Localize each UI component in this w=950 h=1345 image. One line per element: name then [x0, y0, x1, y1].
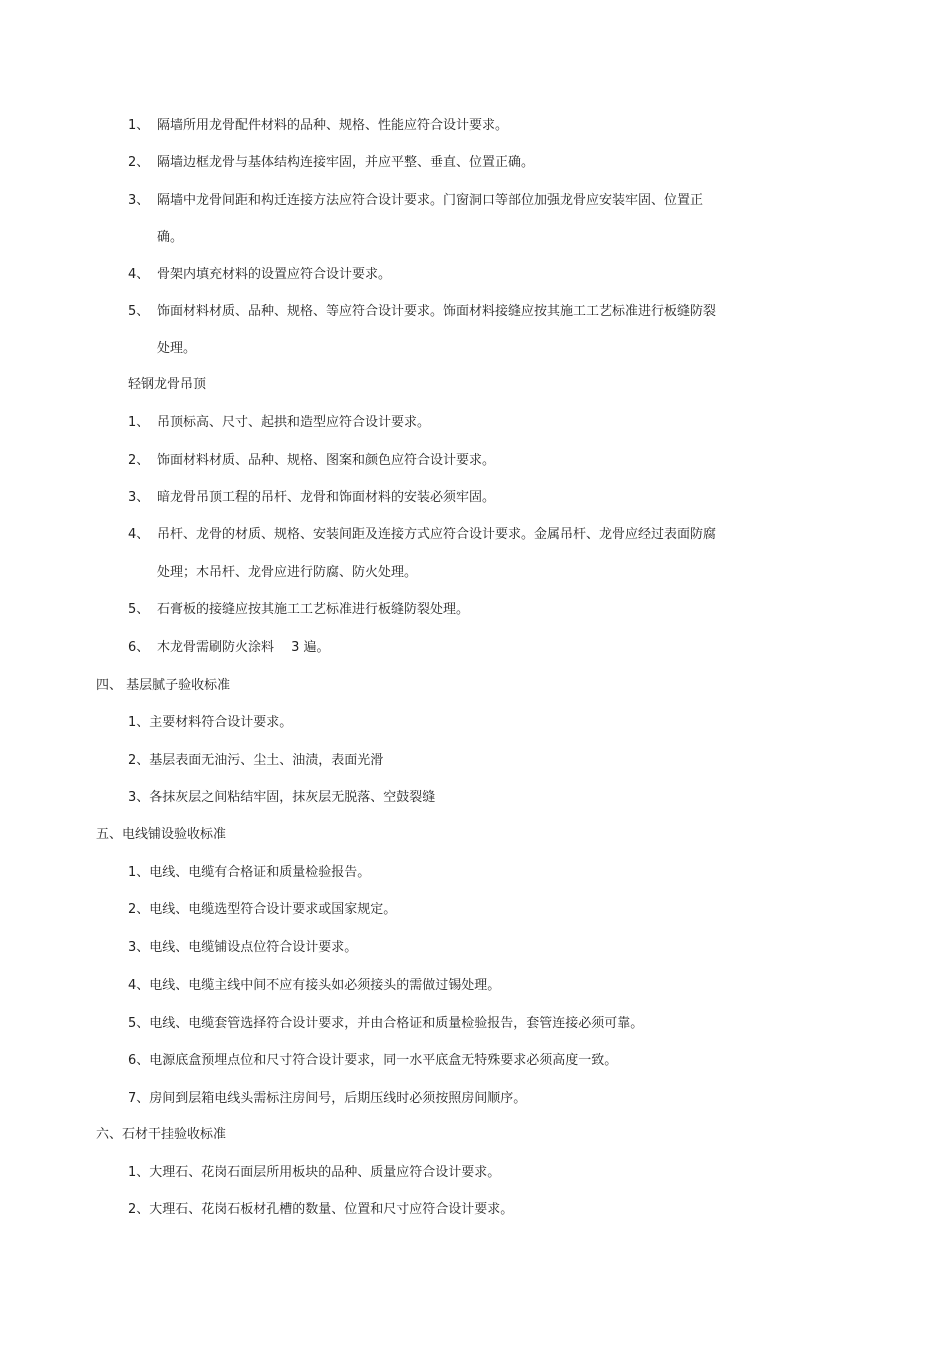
item-number: 5、	[128, 304, 150, 319]
item-number: 5、	[128, 602, 150, 617]
wiring-item-7: 7、房间到层箱电线头需标注房间号，后期压线时必须按照房间顺序。	[128, 1091, 527, 1106]
item-number: 4、	[128, 527, 150, 542]
wiring-item-3: 3、电线、电缆铺设点位符合设计要求。	[128, 940, 358, 955]
item-number: 1、	[128, 118, 150, 133]
wiring-item-4: 4、电线、电缆主线中间不应有接头如必须接头的需做过锡处理。	[128, 978, 501, 993]
wiring-item-1: 1、电线、电缆有合格证和质量检验报告。	[128, 865, 371, 880]
item-number: 4、	[128, 267, 150, 282]
partition-item-3-continued: 确。	[157, 230, 184, 245]
item-text: 隔墙所用龙骨配件材料的品种、规格、性能应符合设计要求。	[157, 118, 509, 133]
stone-item-2: 2、大理石、花岗石板材孔槽的数量、位置和尺寸应符合设计要求。	[128, 1202, 514, 1217]
stone-section-title: 六、石材干挂验收标准	[96, 1127, 227, 1142]
item-number: 2、	[128, 453, 150, 468]
wiring-item-5: 5、电线、电缆套管选择符合设计要求，并由合格证和质量检验报告，套管连接必须可靠。	[128, 1016, 644, 1031]
wiring-section-title: 五、电线铺设验收标准	[96, 827, 227, 842]
item-text: 木龙骨需刷防火涂料 3 遍。	[157, 640, 330, 655]
item-text: 饰面材料材质、品种、规格、图案和颜色应符合设计要求。	[157, 453, 496, 468]
item-text: 隔墙中龙骨间距和构迁连接方法应符合设计要求。门窗洞口等部位加强龙骨应安装牢固、位置正	[157, 193, 704, 208]
item-number: 3、	[128, 193, 150, 208]
item-number: 3、	[128, 490, 150, 505]
wiring-item-2: 2、电线、电缆选型符合设计要求或国家规定。	[128, 902, 397, 917]
item-text: 隔墙边框龙骨与基体结构连接牢固，并应平整、垂直、位置正确。	[157, 155, 535, 170]
item-text: 吊顶标高、尺寸、起拱和造型应符合设计要求。	[157, 415, 431, 430]
putty-item-3: 3、各抹灰层之间粘结牢固，抹灰层无脱落、空鼓裂缝	[128, 790, 436, 805]
putty-section-title: 四、 基层腻子验收标准	[96, 678, 231, 693]
ceiling-section-title: 轻钢龙骨吊顶	[128, 377, 207, 392]
ceiling-item-4-continued: 处理；木吊杆、龙骨应进行防腐、防火处理。	[157, 565, 418, 580]
item-text: 暗龙骨吊顶工程的吊杆、龙骨和饰面材料的安装必须牢固。	[157, 490, 496, 505]
item-number: 2、	[128, 155, 150, 170]
putty-item-1: 1、主要材料符合设计要求。	[128, 715, 293, 730]
wiring-item-6: 6、电源底盒预埋点位和尺寸符合设计要求，同一水平底盒无特殊要求必须高度一致。	[128, 1053, 618, 1068]
item-text: 饰面材料材质、品种、规格、等应符合设计要求。饰面材料接缝应按其施工工艺标准进行板缝防裂	[157, 304, 717, 319]
item-number: 1、	[128, 415, 150, 430]
stone-item-1: 1、大理石、花岗石面层所用板块的品种、质量应符合设计要求。	[128, 1165, 501, 1180]
item-text: 吊杆、龙骨的材质、规格、安装间距及连接方式应符合设计要求。金属吊杆、龙骨应经过表面防腐	[157, 527, 717, 542]
item-text: 石膏板的接缝应按其施工工艺标准进行板缝防裂处理。	[157, 602, 470, 617]
putty-item-2: 2、基层表面无油污、尘土、油渍，表面光滑	[128, 753, 384, 768]
item-text: 骨架内填充材料的设置应符合设计要求。	[157, 267, 392, 282]
item-number: 6、	[128, 640, 150, 655]
partition-item-5-continued: 处理。	[157, 341, 197, 356]
